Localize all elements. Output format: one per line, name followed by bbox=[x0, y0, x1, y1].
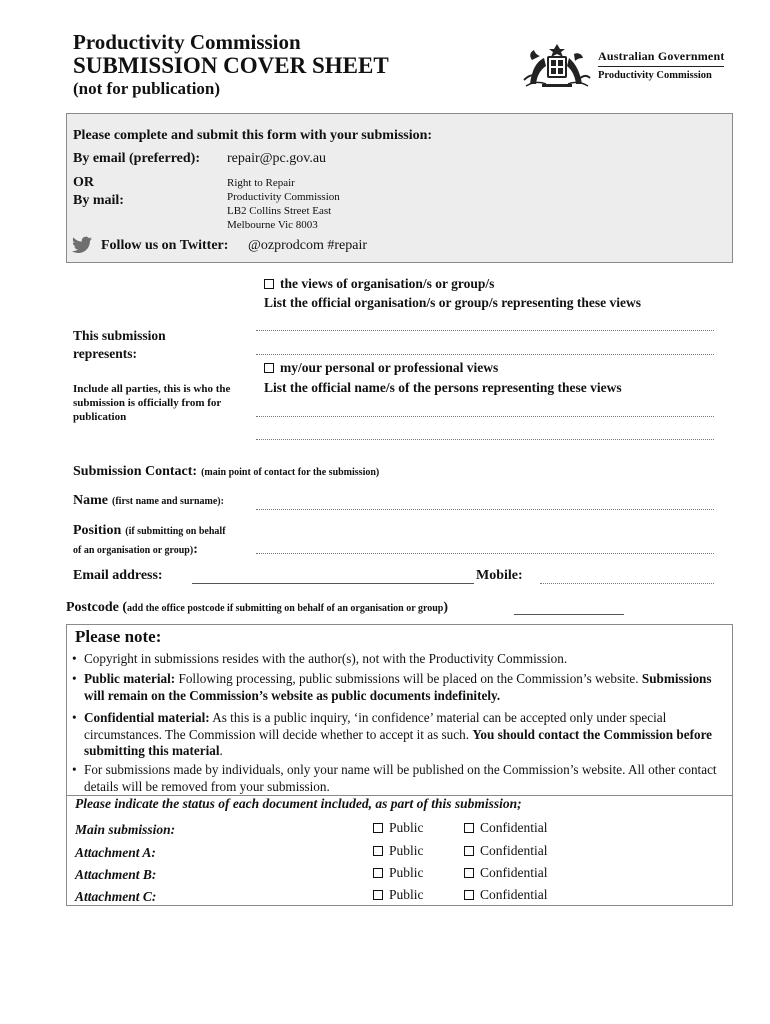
main-submission-confidential-option[interactable] bbox=[464, 820, 548, 836]
status-heading: Please indicate the status of each document included, as part of this submission; bbox=[75, 796, 522, 811]
postcode-close: ) bbox=[443, 600, 449, 615]
confidential-material-end: . bbox=[219, 743, 223, 758]
address-line: Right to Repair bbox=[227, 177, 295, 189]
attachment-c-label: Attachment C: bbox=[75, 889, 157, 904]
confidential-material-title: Confidential material: bbox=[84, 710, 210, 725]
name-input-line[interactable] bbox=[256, 509, 714, 510]
divider bbox=[598, 66, 724, 67]
page-subtitle: (not for publication) bbox=[73, 79, 221, 98]
note-bullet-confidential: • Confidential material: As this is a public inquiry, ‘in confidence’ material can be accepted only under special circumstances. The Commission will decide whether to accept it as such. You should contact the Commission before submitting this material. bbox=[72, 710, 713, 758]
confidential-label: Confidential bbox=[480, 865, 548, 880]
confidential-checkbox[interactable] bbox=[464, 823, 474, 833]
main-submission-label: Main submission: bbox=[75, 822, 176, 837]
confidential-checkbox[interactable] bbox=[464, 890, 474, 900]
main-submission-public-option[interactable] bbox=[373, 820, 424, 836]
organisation-entry-line[interactable] bbox=[256, 330, 714, 331]
contact-heading-label: Submission Contact: bbox=[73, 464, 198, 479]
coat-of-arms-icon bbox=[522, 40, 592, 90]
address-line: Melbourne Vic 8003 bbox=[227, 219, 318, 231]
organisation-entry-line[interactable] bbox=[256, 354, 714, 355]
position-colon: : bbox=[193, 542, 198, 557]
address-line: LB2 Collins Street East bbox=[227, 205, 332, 217]
represents-label-line: This submission bbox=[73, 328, 166, 343]
agency-name: Productivity Commission bbox=[598, 70, 712, 81]
position-field-label-cont bbox=[73, 540, 198, 558]
confidential-label: Confidential bbox=[480, 820, 548, 835]
attachment-b-public-option[interactable] bbox=[373, 865, 424, 881]
public-checkbox[interactable] bbox=[373, 846, 383, 856]
position-field-label bbox=[73, 521, 226, 539]
or-label: OR bbox=[73, 175, 94, 190]
note-bullet-individuals: • For submissions made by individuals, only your name will be published on the Commission’s website. All other contact details will be removed from your submission. bbox=[72, 762, 732, 795]
email-address-link[interactable]: repair@pc.gov.au bbox=[227, 151, 327, 166]
public-label: Public bbox=[389, 887, 424, 902]
persons-entry-line[interactable] bbox=[256, 439, 714, 440]
email-label: By email (preferred): bbox=[73, 151, 200, 166]
attachment-c-public-option[interactable] bbox=[373, 887, 424, 903]
persons-entry-line[interactable] bbox=[256, 416, 714, 417]
personal-views-label: my/our personal or professional views bbox=[280, 360, 499, 375]
attachment-a-public-option[interactable] bbox=[373, 843, 424, 859]
attachment-a-label: Attachment A: bbox=[75, 845, 156, 860]
public-material-emphasis: Submissions will remain on the Commission’s website as public documents indefinitely. bbox=[84, 671, 712, 703]
name-label: Name bbox=[73, 493, 108, 508]
contact-heading-note: (main point of contact for the submission) bbox=[201, 467, 380, 478]
confidential-material-text: As this is a public inquiry, ‘in confidence’ material can be accepted only under special circumstances. The Commission will decide whether to accept it as such. bbox=[84, 710, 667, 742]
attachment-b-label: Attachment B: bbox=[75, 867, 157, 882]
represents-label-line: represents: bbox=[73, 346, 137, 361]
twitter-label: Follow us on Twitter: bbox=[101, 238, 229, 253]
attachment-c-confidential-option[interactable] bbox=[464, 887, 548, 903]
submission-contact-heading bbox=[73, 462, 379, 480]
confidential-checkbox[interactable] bbox=[464, 846, 474, 856]
confidential-checkbox[interactable] bbox=[464, 868, 474, 878]
twitter-handle-link[interactable]: @ozprodcom #repair bbox=[248, 238, 368, 253]
persons-list-instruction: List the official name/s of the persons representing these views bbox=[264, 380, 622, 395]
email-input-line[interactable] bbox=[192, 583, 474, 584]
confidential-label: Confidential bbox=[480, 843, 548, 858]
confidential-label: Confidential bbox=[480, 887, 548, 902]
public-checkbox[interactable] bbox=[373, 823, 383, 833]
mobile-input-line[interactable] bbox=[540, 583, 714, 584]
info-heading: Please complete and submit this form with your submission: bbox=[73, 128, 433, 143]
organisation-list-instruction: List the official organisation/s or group/s representing these views bbox=[264, 295, 641, 310]
name-field-label bbox=[73, 491, 224, 509]
government-name: Australian Government bbox=[598, 49, 725, 63]
public-label: Public bbox=[389, 820, 424, 835]
email-address-label: Email address: bbox=[73, 568, 163, 583]
attachment-a-confidential-option[interactable] bbox=[464, 843, 548, 859]
note-bullet-copyright: • Copyright in submissions resides with the author(s), not with the Productivity Commission. bbox=[72, 651, 732, 668]
personal-views-checkbox[interactable] bbox=[264, 363, 274, 373]
postcode-input-line[interactable] bbox=[514, 614, 624, 615]
public-checkbox[interactable] bbox=[373, 890, 383, 900]
represents-label bbox=[73, 327, 166, 363]
personal-views-option[interactable] bbox=[264, 360, 498, 376]
individuals-text: For submissions made by individuals, only your name will be published on the Commission’s website. All other contact details will be removed from your submission. bbox=[84, 762, 717, 794]
public-checkbox[interactable] bbox=[373, 868, 383, 878]
confidential-material-emphasis: You should contact the Commission before submitting this material bbox=[84, 726, 713, 758]
organisation-views-label: the views of organisation/s or group/s bbox=[280, 276, 495, 291]
public-label: Public bbox=[389, 843, 424, 858]
position-note: (if submitting on behalf bbox=[125, 526, 226, 537]
organisation-views-checkbox[interactable] bbox=[264, 279, 274, 289]
position-input-line[interactable] bbox=[256, 553, 714, 554]
position-note: of an organisation or group) bbox=[73, 545, 194, 556]
position-label: Position bbox=[73, 523, 122, 538]
note-copyright-text: Copyright in submissions resides with the author(s), not with the Productivity Commission. bbox=[84, 651, 568, 666]
public-material-title: Public material: bbox=[84, 671, 176, 686]
organisation-views-option[interactable] bbox=[264, 276, 494, 292]
twitter-icon[interactable] bbox=[72, 236, 92, 254]
organisation-name: Productivity Commission bbox=[73, 30, 301, 54]
include-parties-note: Include all parties, this is who the submission is officially from for publication bbox=[73, 383, 231, 423]
postcode-note: add the office postcode if submitting on behalf of an organisation or group bbox=[127, 603, 444, 614]
please-note-heading: Please note: bbox=[75, 627, 162, 646]
address-line: Productivity Commission bbox=[227, 191, 340, 203]
postcode-field-label bbox=[66, 598, 448, 616]
note-bullet-public: • Public material: Following processing, public submissions will be placed on the Commission’s website. Submissions will remain on the Commission’s website as public documents indefinitely. bbox=[72, 671, 712, 703]
postcode-label: Postcode ( bbox=[66, 600, 128, 615]
mobile-label: Mobile: bbox=[476, 568, 523, 583]
page-title: SUBMISSION COVER SHEET bbox=[73, 53, 389, 78]
name-note: (first name and surname): bbox=[112, 496, 224, 507]
attachment-b-confidential-option[interactable] bbox=[464, 865, 548, 881]
public-label: Public bbox=[389, 865, 424, 880]
mail-label: By mail: bbox=[73, 193, 124, 208]
public-material-text: Following processing, public submissions will be placed on the Commission’s website. bbox=[175, 671, 642, 686]
